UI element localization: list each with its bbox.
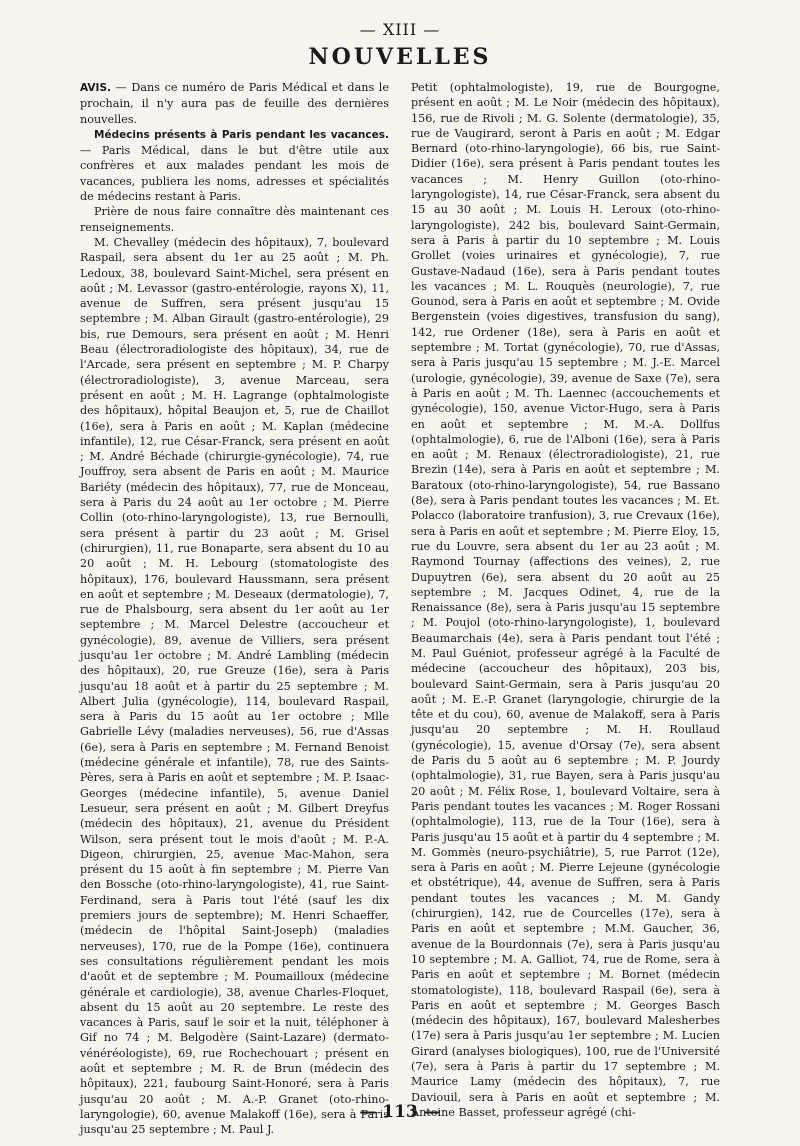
page-title: NOUVELLES [308,44,492,70]
listing-left: M. Chevalley (médecin des hôpitaux), 7, boulevard Raspail, sera absent du 1er au 25 août ; M. Ph. Ledoux, 38, boulevard Saint-Michel, sera présent en août ; M. Levassor (gastro-entérologie, rayons X), 11, avenue de Suffren, sera présent jusqu'au 15 septembre ; M. Alban Girault (gastro-entérologie), 29 bis, rue Demours, sera présent en août ; M. Henri Beau (électroradiologiste des hôpitaux), 34, rue de l'Arcade, sera présent en septembre ; M. P. Charpy (électroradiologiste), 3, avenue Marceau, sera présent en août ; M. H. Lagrange (ophtalmologiste des hôpitaux), hôpital Beaujon et, 5, rue de Chaillot (16e), sera à Paris en août ; M. Kaplan (médecine infantile), 12, rue César-Franck, sera présent en août ; M. André Béchade (chirurgie-gynécologie), 74, rue Jouffroy, sera absent de Paris en août ; M. Maurice Bariéty (médecin des hôpitaux), 77, rue de Monceau, sera à Paris du 24 août au 1er octobre ; M. Pierre Collin (oto-rhino-laryngologiste), 13, rue Bernoulli, sera présent à partir du 23 août ; M. Grisel (chirurgien), 11, rue Bonaparte, sera absent du 10 au 20 août ; M. H. Lebourg (stomatologiste des hôpitaux), 176, boulevard Haussmann, sera présent en août et septembre ; M. Deseaux (dermatologie), 7, rue de Phalsbourg, sera absent du 1er août au 1er septembre ; M. Marcel Delestre (accoucheur et gynécologie), 89, avenue de Villiers, sera présent jusqu'au 1er octobre ; M. André Lambling (médecin des hôpitaux), 20, rue Greuze (16e), sera à Paris jusqu'au 18 août et à partir du 25 septembre ; M. Albert Julia (gynécologie), 114, boulevard Raspail, sera à Paris du 15 août au 1er octobre ; Mlle Gabrielle Lévy (maladies nerveuses), 56, rue d'Assas (6e), sera à Paris en septembre ; M. Fernand Benoist (médecine générale et infantile), 78, rue des Saints-Pères, sera à Paris en août et septembre ; M. P. Isaac-Georges (médecine infantile), 5, avenue Daniel Lesueur, sera présent en août ; M. Gilbert Dreyfus (médecin des hôpitaux), 21, avenue du Président Wilson, sera présent tout le mois d'août ; M. P.-A. Digeon, chirurgien, 25, avenue Mac-Mahon, sera présent du 15 août à fin septembre ; M. Pierre Van den Bossche (oto-rhino-laryngologiste), 41, rue Saint-Ferdinand, sera à Paris tout l'été (sauf les dix premiers jours de septembre); M. Henri Schaeffer, (médecin de l'hôpital Saint-Joseph) (maladies nerveuses), 170, rue de la Pompe (16e), continuera ses consultations régulièrement pendant les mois d'août et de septembre ; M. Poumailloux (médecine générale et cardiologie), 38, avenue Charles-Floquet, absent du 15 août au 20 septembre. Le reste des vacances à Paris, sauf le soir et la nuit, téléphoner à Gif no 74 ; M. Belgodère (Saint-Lazare) (dermato-vénéréologiste), 69, rue Rochechouart ; présent en août et septembre ; M. R. de Brun (médecin des hôpitaux), 221, faubourg Saint-Honoré, sera à Paris jusqu'au 20 août ; M. A.-P. Granet (oto-rhino-laryngologie), 60, avenue Malakoff (16e), sera à Paris jusqu'au 25 septembre ; M. Paul J. [80,235,389,1137]
avis-text: — Dans ce numéro de Paris Médical et dans le prochain, il n'y aura pas de feuille des dernières nouvelles. [80,81,389,126]
medecins-text: — Paris Médical, dans le but d'être utile aux confrères et aux malades pendant les mois de vacances, publiera les noms, adresses et spécialités de médecins restant à Paris. [80,144,389,204]
medecins-paragraph [80,127,389,204]
priere-paragraph: Prière de nous faire connaître dès maintenant ces renseignements. [80,205,389,234]
avis-paragraph [80,80,389,127]
medecins-label: Médecins présents à Paris pendant les vacances. [94,128,389,141]
text-columns [80,80,720,1137]
avis-label: AVIS. [80,82,111,94]
column-right [411,80,720,1119]
listing-right: Petit (ophtalmologiste), 19, rue de Bourgogne, présent en août ; M. Le Noir (médecin des hôpitaux), 156, rue de Rivoli ; M. G. Solente (dermatologie), 35, rue de Vaugirard, seront à Paris en août ; M. Edgar Bernard (oto-rhino-laryngologie), 66 bis, rue Saint-Didier (16e), sera présent à Paris pendant toutes les vacances ; M. Henry Guillon (oto-rhino-laryngologiste), 14, rue César-Franck, sera absent du 15 au 30 août ; M. Louis H. Leroux (oto-rhino-laryngologiste), 242 bis, boulevard Saint-Germain, sera à Paris à partir du 10 septembre ; M. Louis Grollet (voies urinaires et gynécologie), 7, rue Gustave-Nadaud (16e), sera à Paris pendant toutes les vacances ; M. L. Rouquès (neurologie), 7, rue Gounod, sera à Paris en août et septembre ; M. Ovide Bergenstein (voies digestives, transfusion du sang), 142, rue Ordener (18e), sera à Paris en août et septembre ; M. Tortat (gynécologie), 70, rue d'Assas, sera à Paris jusqu'au 15 septembre ; M. J.-E. Marcel (urologie, gynécologie), 39, avenue de Saxe (7e), sera à Paris en août ; M. Th. Laennec (accouchements et gynécologie), 150, avenue Victor-Hugo, sera à Paris en août et septembre ; M. M.-A. Dollfus (ophtalmologie), 6, rue de l'Alboni (16e), sera à Paris en août ; M. Renaux (électroradiologiste), 21, rue Brezin (14e), sera à Paris en août et septembre ; M. Baratoux (oto-rhino-laryngologiste), 54, rue Bassano (8e), sera à Paris pendant toutes les vacances ; M. Et. Polacco (laboratoire tranfusion), 3, rue Crevaux (16e), sera à Paris en août et septembre ; M. Pierre Eloy, 15, rue du Louvre, sera absent du 1er au 23 août ; M. Raymond Tournay (affections des veines), 2, rue Dupuytren (6e), sera absent du 20 août au 25 septembre ; M. Jacques Odinet, 4, rue de la Renaissance (8e), sera à Paris jusqu'au 15 septembre ; M. Poujol (oto-rhino-laryngologiste), 1, boulevard Beaumarchais (4e), sera à Paris pendant tout l'été ; M. Paul Guéniot, professeur agrégé à la Faculté de médecine (accoucheur des hôpitaux), 203 bis, boulevard Saint-Germain, sera à Paris jusqu'au 20 août ; M. E.-P. Granet (laryngologie, chirurgie de la tête et du cou), 60, avenue de Malakoff, sera à Paris jusqu'au 20 septembre ; M. H. Roullaud (gynécologie), 15, avenue d'Orsay (7e), sera absent de Paris du 5 août au 6 septembre ; M. P. Jourdy (ophtalmologie), 31, rue Bayen, sera à Paris jusqu'au 20 août ; M. Félix Rose, 1, boulevard Voltaire, sera à Paris pendant toutes les vacances ; M. Roger Rossani (ophtalmologie), 113, rue de la Tour (16e), sera à Paris jusqu'au 15 août et à partir du 4 septembre ; M. M. Gommès (neuro-psychiâtrie), 5, rue Parrot (12e), sera à Paris en août ; M. Pierre Lejeune (gynécologie et obstétrique), 44, avenue de Suffren, sera à Paris pendant toutes les vacances ; M. M. Gandy (chirurgien), 142, rue de Courcelles (17e), sera à Paris en août et septembre ; M.M. Gaucher, 36, avenue de la Bourdonnais (7e), sera à Paris jusqu'au 10 septembre ; M. A. Galliot, 74, rue de Rome, sera à Paris en août et septembre ; M. Bornet (médecin stomatologiste), 118, boulevard Raspail (6e), sera à Paris en août et septembre ; M. Georges Basch (médecin des hôpitaux), 167, boulevard Malesherbes (17e) sera à Paris jusqu'au 1er septembre ; M. Lucien Girard (analyses biologiques), 100, rue de l'Université (7e), sera à Paris à partir du 17 septembre ; M. Maurice Lamy (médecin des hôpitaux), 7, rue Daviouil, sera à Paris en août et septembre ; M. Antoine Basset, professeur agrégé (chi- [411,81,720,1119]
page-roman-numeral: — XIII — [359,20,441,39]
page-number: — 113 — [359,1102,441,1122]
column-left [80,80,389,1137]
